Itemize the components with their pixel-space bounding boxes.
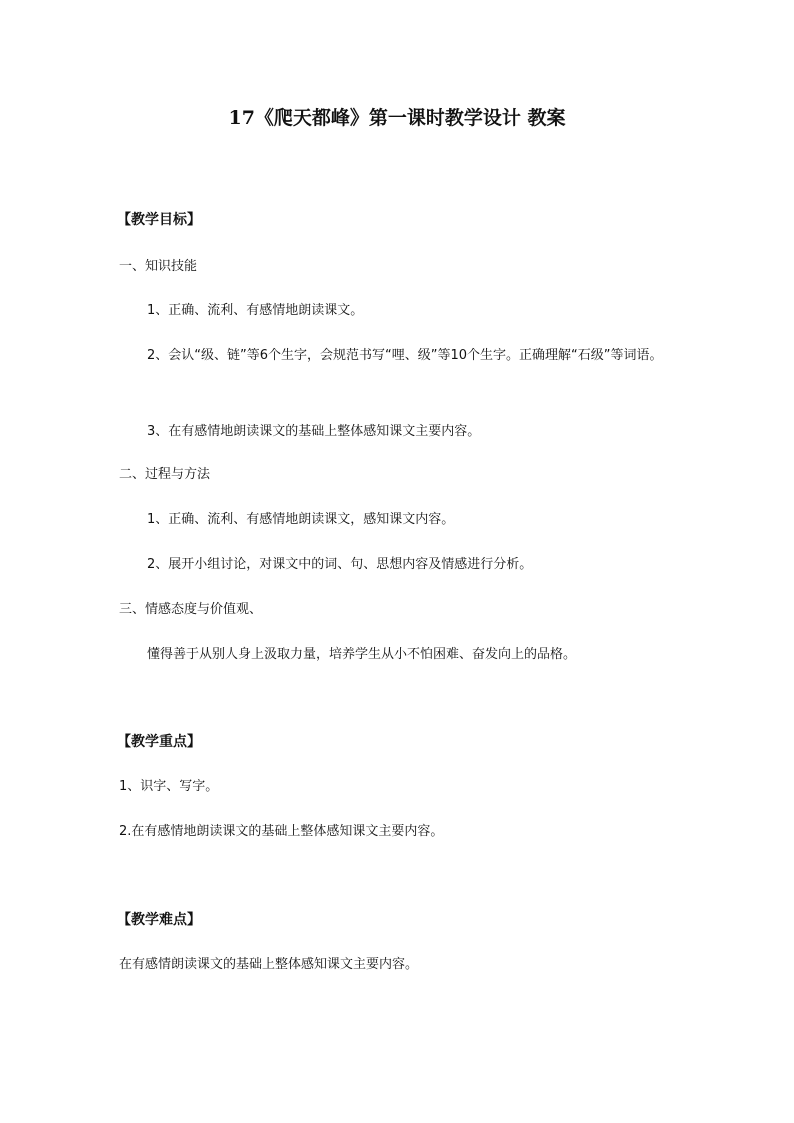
knowledge-item-1: 1、正确、流利、有感情地朗读课文。 [147, 303, 364, 318]
section-process-method-title: 二、过程与方法 [119, 467, 211, 482]
section-attitude-values-title: 三、情感态度与价值观、 [119, 602, 263, 617]
difficulty-item-1: 在有感情朗读课文的基础上整体感知课文主要内容。 [119, 957, 419, 972]
section-knowledge-skills-title: 一、知识技能 [119, 259, 198, 274]
difficulties-heading: 【教学难点】 [117, 912, 201, 928]
document-title: 17《爬天都峰》第一课时教学设计 教案 [228, 107, 566, 129]
process-item-2: 2、展开小组讨论，对课文中的词、句、思想内容及情感进行分析。 [147, 557, 533, 572]
key-points-heading: 【教学重点】 [117, 734, 201, 750]
knowledge-item-3: 3、在有感情地朗读课文的基础上整体感知课文主要内容。 [147, 424, 481, 439]
objectives-heading: 【教学目标】 [117, 212, 201, 228]
key-point-item-1: 1、识字、写字。 [119, 779, 219, 794]
attitude-item-1: 懂得善于从别人身上汲取力量，培养学生从小不怕困难、奋发向上的品格。 [147, 647, 577, 662]
process-item-1: 1、正确、流利、有感情地朗读课文，感知课文内容。 [147, 512, 455, 527]
key-point-item-2: 2.在有感情地朗读课文的基础上整体感知课文主要内容。 [119, 824, 444, 839]
knowledge-item-2: 2、会认“级、链”等6个生字，会规范书写“哩、级”等10个生字。正确理解“石级”等词语。 [147, 348, 663, 363]
